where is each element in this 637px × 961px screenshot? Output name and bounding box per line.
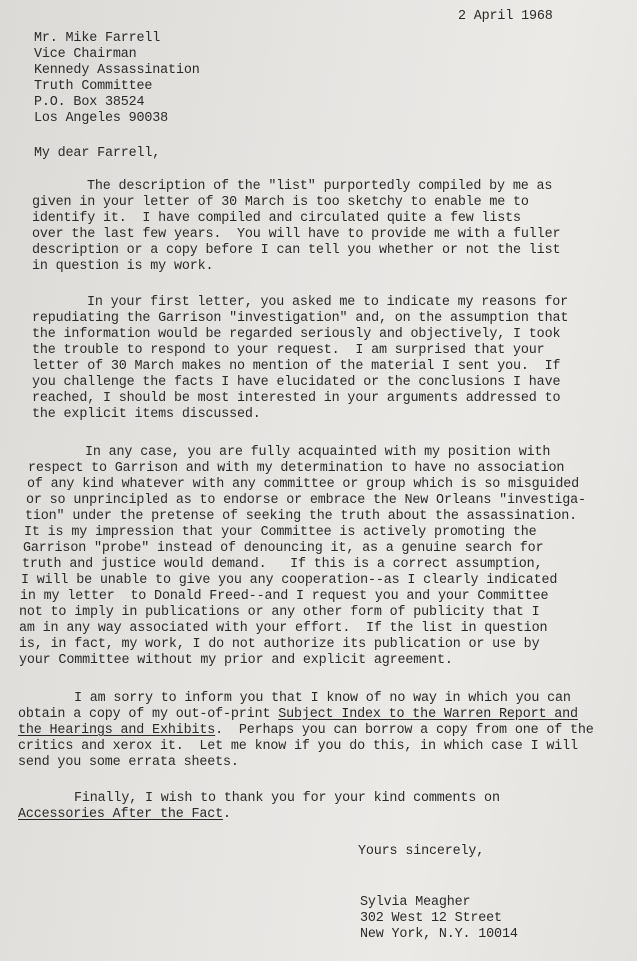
text-segment: . Perhaps you can borrow a copy from one of the: [215, 723, 594, 738]
text-line: letter of 30 March makes no mention of the material I sent you. If: [32, 359, 561, 374]
text-line: in my letter to Donald Freed--and I request you and your Committee: [20, 589, 549, 604]
book-title: Accessories After the Fact: [18, 807, 224, 822]
text-segment: obtain a copy of my out-of-print: [18, 707, 279, 722]
text-line: the information would be regarded seriously and objectively, I took: [32, 327, 561, 342]
text-line: Finally, I wish to thank you for your kind comments on: [74, 791, 500, 806]
text-line: truth and justice would demand. If this is a correct assumption,: [22, 557, 543, 572]
text-line: tion" under the pretense of seeking the truth about the assassination.: [25, 509, 577, 524]
letter-date: 2 April 1968: [458, 9, 553, 24]
salutation: My dear Farrell,: [34, 146, 161, 161]
text-line: [18, 724, 594, 737]
text-line: or so unprincipled as to endorse or embrace the New Orleans "investiga-: [26, 493, 586, 508]
text-line: your Committee without my prior and explicit agreement.: [19, 653, 453, 668]
text-line: critics and xerox it. Let me know if you do this, in which case I will: [18, 739, 578, 754]
text-segment: .: [223, 807, 231, 822]
text-line: over the last few years. You will have to provide me with a fuller: [32, 227, 561, 242]
text-line: you challenge the facts I have elucidated or the conclusions I have: [32, 375, 561, 390]
book-title: Subject Index to the Warren Report and: [278, 707, 578, 722]
text-line: [18, 708, 578, 721]
text-line: not to imply in publications or any other form of publicity that I: [19, 605, 540, 620]
text-line: repudiating the Garrison "investigation" and, on the assumption that: [32, 311, 569, 326]
recipient-line: Mr. Mike Farrell: [34, 31, 161, 46]
signature-line: Sylvia Meagher: [360, 895, 471, 910]
text-line: reached, I should be most interested in your arguments addressed to: [32, 391, 561, 406]
recipient-line: P.O. Box 38524: [34, 95, 145, 110]
text-line: description or a copy before I can tell you whether or not the list: [32, 243, 561, 258]
text-line: am in any way associated with your effort. If the list in question: [19, 621, 548, 636]
text-line: given in your letter of 30 March is too sketchy to enable me to: [32, 195, 529, 210]
signature-line: New York, N.Y. 10014: [360, 927, 518, 942]
closing: Yours sincerely,: [358, 844, 485, 859]
text-line: is, in fact, my work, I do not authorize its publication or use by: [19, 637, 540, 652]
text-line: of any kind whatever with any committee or group which is so misguided: [27, 477, 579, 492]
text-line: In your first letter, you asked me to indicate my reasons for: [87, 295, 569, 310]
recipient-line: Los Angeles 90038: [34, 111, 169, 126]
text-line: The description of the "list" purportedly compiled by me as: [87, 179, 553, 194]
text-line: Garrison "probe" instead of denouncing it, as a genuine search for: [23, 541, 544, 556]
recipient-line: Vice Chairman: [34, 47, 137, 62]
text-line: I will be unable to give you any cooperation--as I clearly indicated: [21, 573, 558, 588]
text-line: I am sorry to inform you that I know of no way in which you can: [74, 691, 571, 706]
text-line: It is my impression that your Committee is actively promoting the: [24, 525, 537, 540]
recipient-line: Kennedy Assassination: [34, 63, 200, 78]
text-line: In any case, you are fully acquainted with my position with: [85, 445, 551, 460]
text-line: the explicit items discussed.: [32, 407, 261, 422]
text-line: [18, 808, 231, 821]
text-line: send you some errata sheets.: [18, 755, 239, 770]
book-title: the Hearings and Exhibits: [18, 723, 216, 738]
text-line: identify it. I have compiled and circulated quite a few lists: [32, 211, 521, 226]
text-line: the trouble to respond to your request. I am surprised that your: [32, 343, 545, 358]
text-line: respect to Garrison and with my determination to have no association: [28, 461, 565, 476]
signature-line: 302 West 12 Street: [360, 911, 502, 926]
text-line: in question is my work.: [32, 259, 214, 274]
recipient-line: Truth Committee: [34, 79, 153, 94]
